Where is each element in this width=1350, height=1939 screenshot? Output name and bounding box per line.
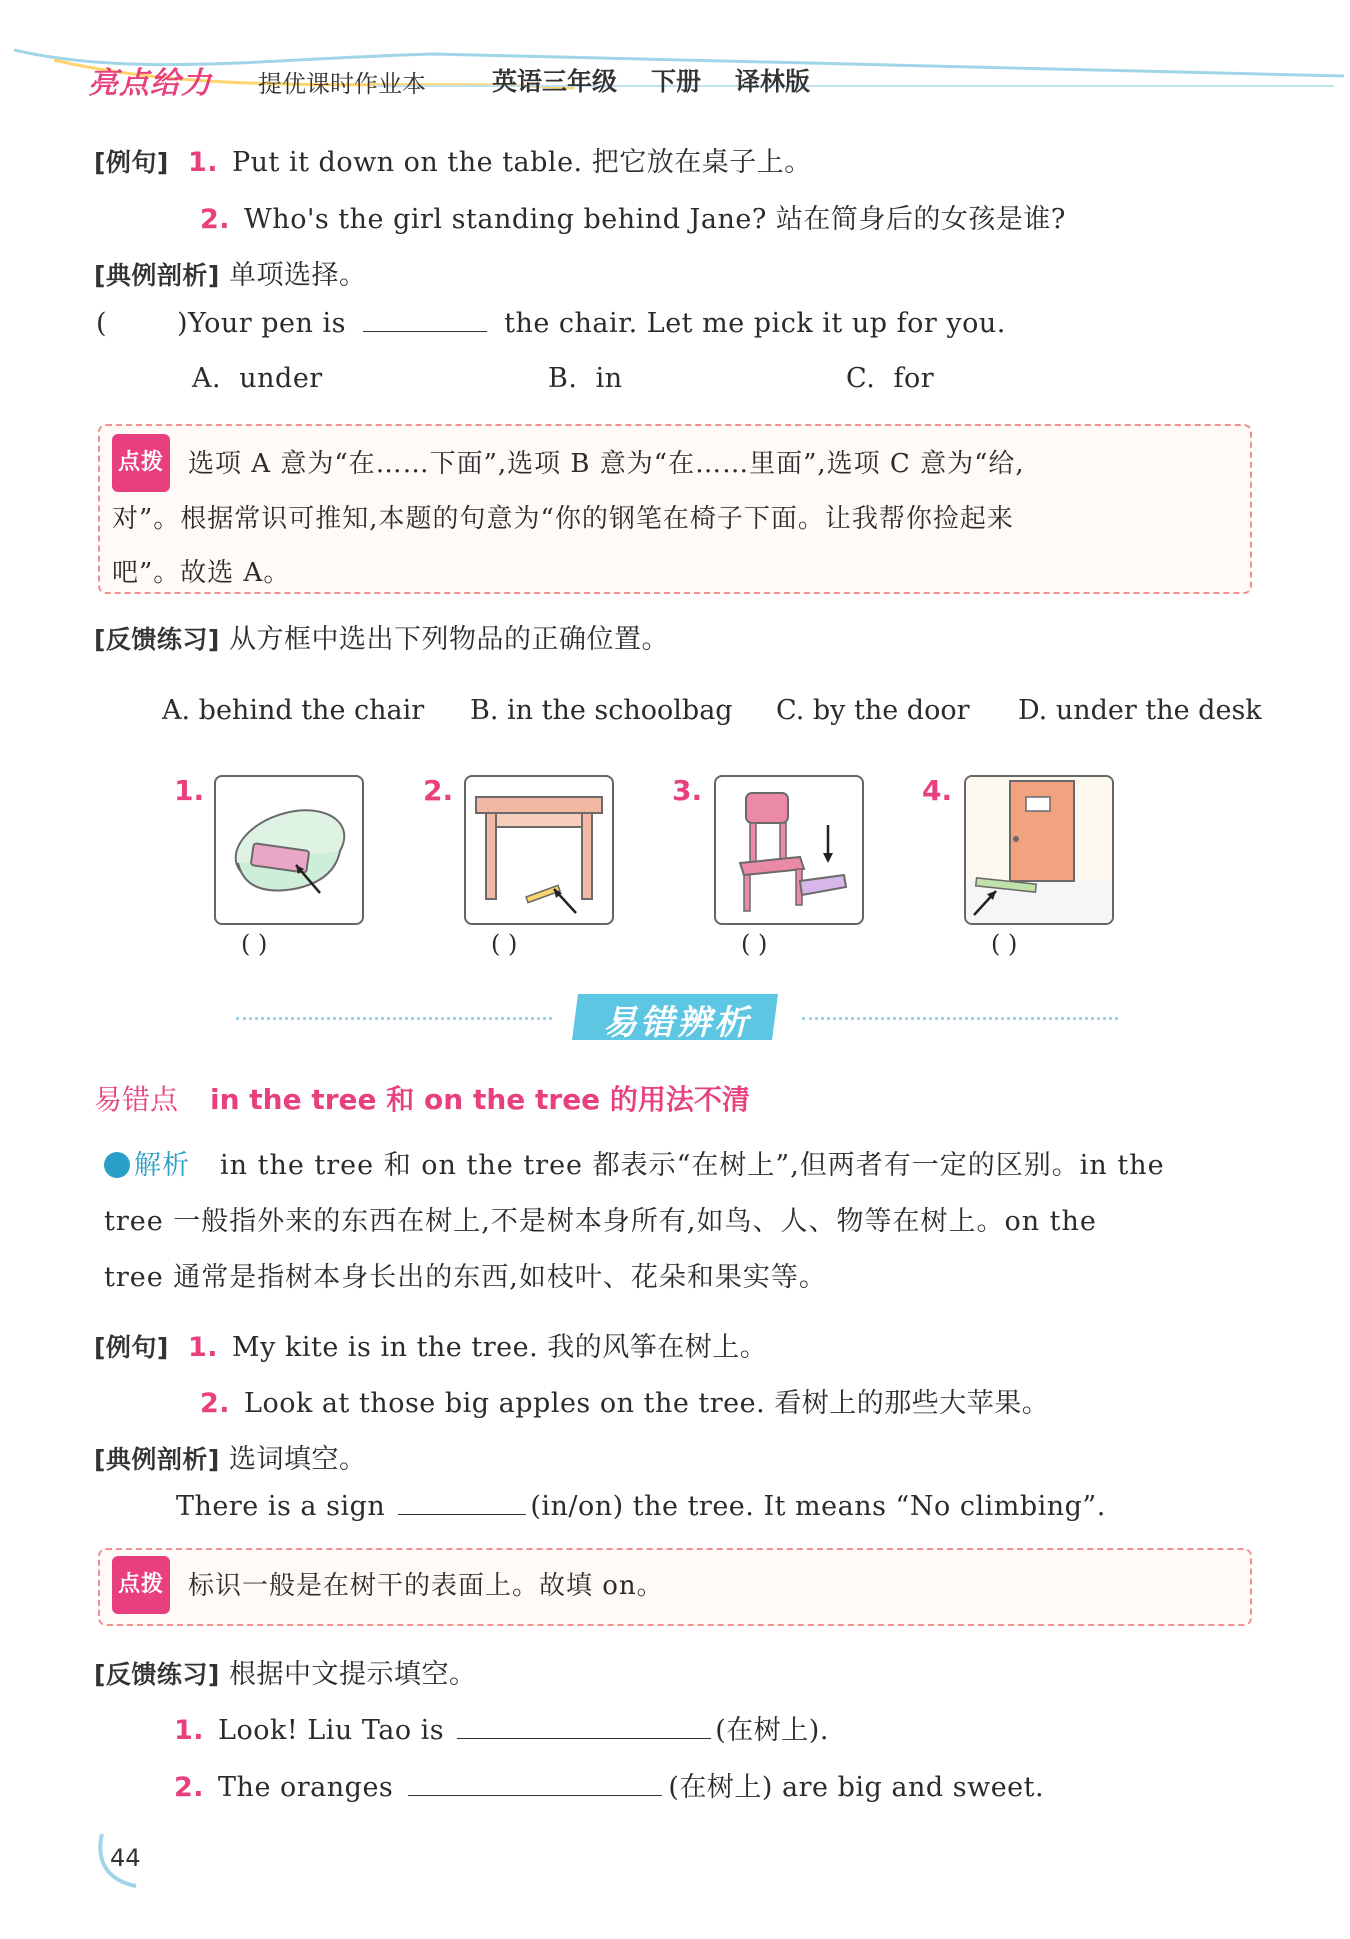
tip-line: 选项 A 意为“在……下面”,选项 B 意为“在……里面”,选项 C 意为“给, [188,449,1025,479]
option-c: C. by the door [776,695,970,726]
choice-a[interactable]: A. under [192,363,323,394]
tip-line: 对”。根据常识可推知,本题的句意为“你的钢笔在椅子下面。让我帮你捡起来 [112,504,1014,534]
section-title: 易错辨析 [603,1003,751,1043]
example-line-1 [94,140,812,179]
question-text-start: There is a sign [176,1491,386,1522]
feedback-line [94,617,669,656]
tip-line: 标识一般是在树干的表面上。故填 on。 [188,1571,664,1601]
feedback-tag: [反馈练习] [94,1660,220,1689]
error-label: 易错点 [94,1083,179,1116]
exercise-blank[interactable] [457,1716,711,1739]
explanation-icon [104,1152,130,1178]
brand-logo-text: 亮点给力 [88,66,212,101]
example-sentence: Look at those big apples on the tree. 看树上的那些大苹果。 [244,1388,1050,1419]
answer-paren[interactable]: ( ) [491,930,518,958]
tip-box [98,1548,1252,1626]
tip-content [112,1556,1238,1614]
tip-badge: 点拨 [112,434,170,492]
example-line-1 [94,1325,767,1364]
feedback-tag: [反馈练习] [94,625,220,654]
question-text-end: (in/on) the tree. It means “No climbing”. [530,1491,1106,1522]
explanation-line: in the tree 和 on the tree 都表示“在树上”,但两者有一定的区别。in the [220,1150,1165,1181]
analysis-tag: [典例剖析] [94,1445,220,1474]
section-divider-left [236,1017,552,1020]
page-number: 44 [110,1844,141,1872]
tip-line: 吧”。故选 A。 [112,558,291,588]
analysis-line [94,1437,366,1476]
tip-box [98,424,1252,594]
option-a: A. behind the chair [162,695,425,726]
example-line-2 [200,197,1066,236]
example-number: 1. [187,147,218,178]
feedback-instruction: 从方框中选出下列物品的正确位置。 [228,624,669,655]
fill-question [176,1491,1106,1522]
explanation-paragraph [104,1138,1254,1306]
explanation-line: tree 一般指外来的东西在树上,不是树本身所有,如鸟、人、物等在树上。on the [104,1206,1097,1237]
question-text-end: the chair. Let me pick it up for you. [504,308,1006,339]
edition-label: 译林版 [735,67,811,96]
example-tag: [例句] [94,1333,169,1362]
exercise-1 [174,1708,829,1747]
explanation-label: 解析 [134,1150,190,1181]
analysis-instruction: 选词填空。 [228,1444,367,1475]
choice-b[interactable]: B. in [548,363,623,394]
option-b: B. in the schoolbag [470,695,733,726]
explanation-line: tree 通常是指树本身长出的东西,如枝叶、花朵和果实等。 [104,1262,827,1293]
example-number: 1. [187,1332,218,1363]
choice-question [96,308,1006,339]
volume-label: 下册 [651,67,702,96]
error-point-heading [94,1078,750,1118]
picture-number: 1. [174,774,205,807]
tip-badge: 点拨 [112,1556,170,1614]
exercise-text-end: (在树上) are big and sweet. [668,1772,1045,1803]
door-with-ruler-icon [964,775,1114,925]
subject-label: 英语三年级 [492,67,618,96]
exercise-blank[interactable] [408,1773,662,1796]
answer-paren-open: ( [96,308,108,339]
answer-paren[interactable]: ( ) [991,930,1018,958]
example-tag: [例句] [94,148,169,177]
question-text-start: Your pen is [188,308,346,339]
example-sentence: My kite is in the tree. 我的风筝在树上。 [232,1332,768,1363]
exercise-number: 1. [174,1715,205,1746]
picture-number: 3. [672,774,703,807]
section-divider-right [802,1017,1118,1020]
exercise-text-end: (在树上). [715,1715,829,1746]
analysis-instruction: 单项选择。 [228,260,367,291]
answer-paren-close: ) [177,308,189,339]
example-number: 2. [200,1388,231,1419]
option-d: D. under the desk [1018,695,1262,726]
question-blank[interactable] [398,1492,526,1515]
feedback-line [94,1652,476,1691]
exercise-text-start: The oranges [218,1772,394,1803]
example-sentence: Put it down on the table. 把它放在桌子上。 [232,147,812,178]
desk-with-pencil-underneath-icon [464,775,614,925]
example-sentence: Who's the girl standing behind Jane? 站在简身后的女孩是谁? [244,204,1066,235]
answer-paren[interactable]: ( ) [241,930,268,958]
picture-number: 4. [922,774,953,807]
question-blank[interactable] [363,309,487,332]
analysis-tag: [典例剖析] [94,261,220,290]
book-info [492,62,810,98]
exercise-text-start: Look! Liu Tao is [218,1715,445,1746]
choice-c[interactable]: C. for [846,363,935,394]
answer-paren[interactable]: ( ) [741,930,768,958]
example-line-2 [200,1381,1049,1420]
analysis-line [94,253,366,292]
exercise-2 [174,1765,1044,1804]
example-number: 2. [200,204,231,235]
tip-content [112,434,1238,600]
chair-with-book-behind-icon [714,775,864,925]
schoolbag-with-pencil-case-icon [214,775,364,925]
exercise-number: 2. [174,1772,205,1803]
series-subtitle: 提优课时作业本 [258,70,426,98]
feedback-instruction: 根据中文提示填空。 [228,1659,477,1690]
error-title: in the tree 和 on the tree 的用法不清 [210,1083,750,1116]
picture-number: 2. [423,774,454,807]
